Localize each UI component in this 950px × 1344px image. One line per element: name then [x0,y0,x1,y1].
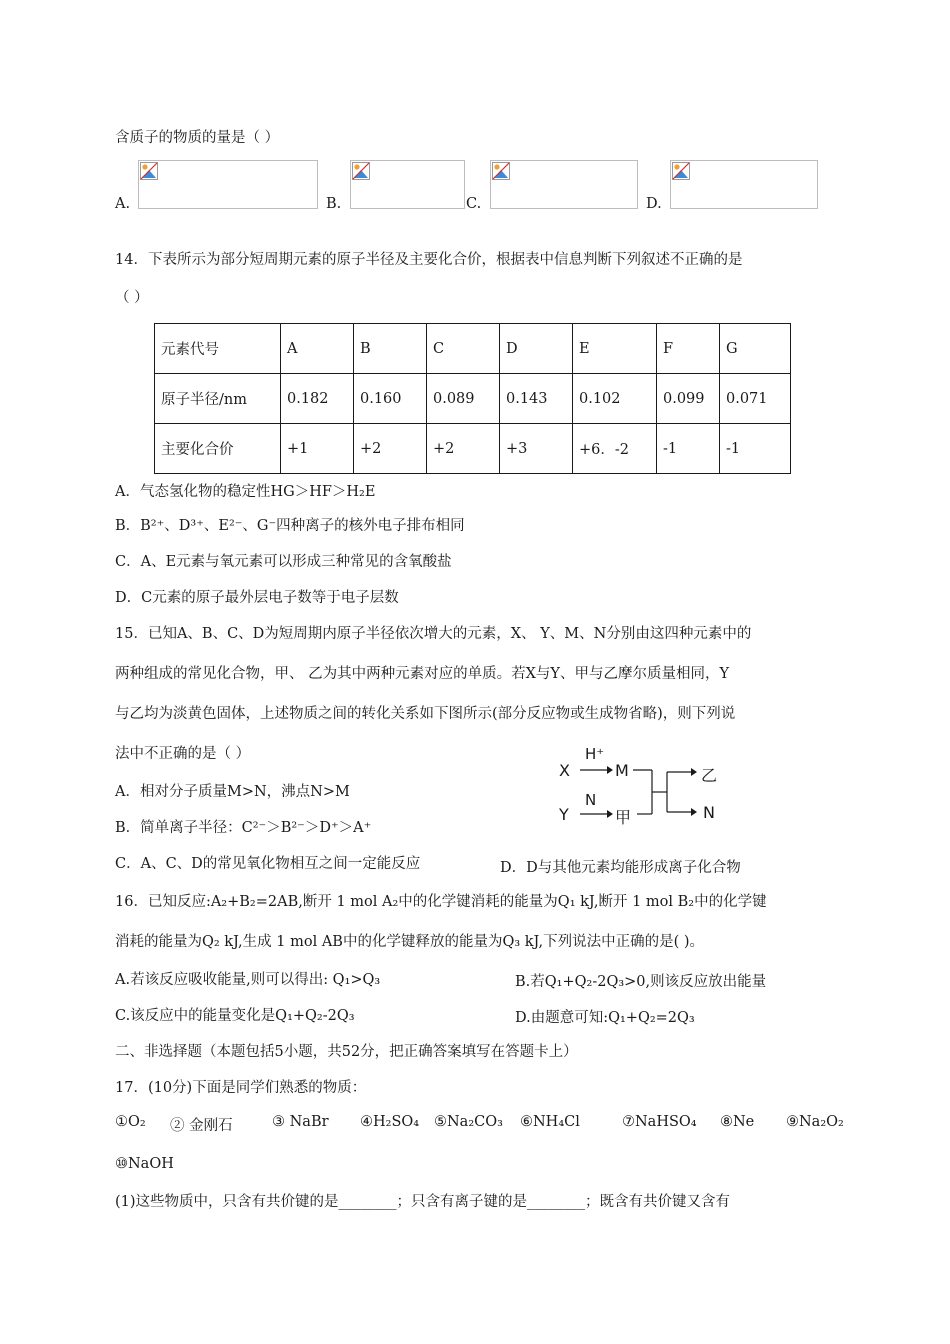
substance-item: ⑨Na₂O₂ [786,1114,844,1130]
diagram-yi: 乙 [701,766,718,785]
substance-item: ② 金刚石 [170,1118,233,1134]
q13-option-c-label: C. [466,196,482,212]
substance-item: ⑤Na₂CO₃ [434,1114,503,1130]
table-cell: C [427,324,500,374]
table-row [155,374,791,424]
table-cell: 0.089 [427,374,500,424]
q15-option-d: D．D与其他元素均能形成离子化合物 [500,860,741,876]
q15-stem-line2: 两种组成的常见化合物，甲、 乙为其中两种元素对应的单质。若X与Y、甲与乙摩尔质量相同，Y [115,666,730,682]
q16-option-b: B.若Q₁+Q₂-2Q₃>0,则该反应放出能量 [515,974,767,990]
row-header: 元素代号 [155,324,281,374]
q13-option-d-image [670,160,818,209]
substance-item: ①O₂ [115,1114,146,1130]
broken-image-icon [492,162,510,180]
table-cell: +3 [500,424,573,474]
broken-image-icon [672,162,690,180]
table-cell: -1 [720,424,791,474]
diagram-y: Y [559,805,569,824]
q15-stem-line1: 15．已知A、B、C、D为短周期内原子半径依次增大的元素，X、 Y、M、N分别由这四种元素中的 [115,626,752,642]
q15-stem-line3: 与乙均为淡黄色固体，上述物质之间的转化关系如下图所示(部分反应物或生成物省略)，则下列说 [115,706,736,722]
table-cell: 0.071 [720,374,791,424]
table-cell: 0.160 [354,374,427,424]
diagram-h-plus: H⁺ [585,745,605,763]
substance-item: ⑩NaOH [115,1156,174,1172]
table-cell: F [657,324,720,374]
q16-stem-line1: 16．已知反应:A₂+B₂=2AB,断开 1 mol A₂中的化学键消耗的能量为Q₁ kJ,断开 1 mol B₂中的化学键 [115,894,767,910]
q13-stem-tail: 含质子的物质的量是（ ） [115,130,280,146]
q14-option-d: D．C元素的原子最外层电子数等于电子层数 [115,590,399,606]
q14-stem: 14．下表所示为部分短周期元素的原子半径及主要化合价，根据表中信息判断下列叙述不正确的是 [115,252,743,268]
q13-option-d-label: D. [646,196,662,212]
q16-option-c: C.该反应中的能量变化是Q₁+Q₂-2Q₃ [115,1008,355,1024]
table-cell: B [354,324,427,374]
table-cell: E [573,324,657,374]
table-cell: +2 [354,424,427,474]
q16-option-d: D.由题意可知:Q₁+Q₂=2Q₃ [515,1010,695,1026]
row-header: 原子半径/nm [155,374,281,424]
table-row [155,324,791,374]
diagram-m: M [615,761,629,780]
q13-option-a-image [138,160,318,209]
q13-option-c-image [490,160,638,209]
q14-option-c: C．A、E元素与氧元素可以形成三种常见的含氧酸盐 [115,554,452,570]
table-cell: +1 [281,424,354,474]
table-cell: G [720,324,791,374]
table-cell: +2 [427,424,500,474]
table-cell: 0.102 [573,374,657,424]
section-heading: 二、非选择题（本题包括5小题，共52分，把正确答案填写在答题卡上） [115,1044,578,1060]
table-row [155,424,791,474]
table-cell: A [281,324,354,374]
q17-stem: 17．(10分)下面是同学们熟悉的物质： [115,1080,367,1096]
substance-item: ④H₂SO₄ [360,1114,420,1130]
reaction-diagram [555,745,755,830]
substance-item: ⑥NH₄Cl [520,1114,580,1130]
q15-option-b: B．简单离子半径：C²⁻＞B²⁻＞D⁺＞A⁺ [115,820,372,836]
q15-option-a: A．相对分子质量M>N，沸点N>M [115,784,350,800]
substance-item: ⑧Ne [720,1114,755,1130]
table-cell: 0.099 [657,374,720,424]
table-cell: -1 [657,424,720,474]
diagram-jia: 甲 [615,808,632,827]
q16-stem-line2: 消耗的能量为Q₂ kJ,生成 1 mol AB中的化学键释放的能量为Q₃ kJ,下列说法中正确的是( )。 [115,934,705,950]
q14-option-a: A．气态氢化物的稳定性HG＞HF＞H₂E [115,484,376,500]
substance-item: ③ NaBr [272,1114,329,1130]
table-cell: +6．-2 [573,424,657,474]
table-cell: 0.143 [500,374,573,424]
diagram-n-out: N [703,803,715,822]
row-header: 主要化合价 [155,424,281,474]
q17-part1: (1)这些物质中，只含有共价键的是________；只含有离子键的是________；既含有共价键又含有 [115,1194,731,1210]
broken-image-icon [352,162,370,180]
element-table [154,323,791,474]
q15-stem-line4: 法中不正确的是（ ） [115,746,251,762]
q13-option-a-label: A. [115,196,131,212]
q14-option-b: B．B²⁺、D³⁺、E²⁻、G⁻四种离子的核外电子排布相同 [115,518,465,534]
broken-image-icon [140,162,158,180]
table-cell: 0.182 [281,374,354,424]
diagram-n-label: N [585,791,597,809]
diagram-x: X [559,761,570,780]
substance-item: ⑦NaHSO₄ [622,1114,697,1130]
q15-option-c: C．A、C、D的常见氧化物相互之间一定能反应 [115,856,421,872]
table-cell: D [500,324,573,374]
q13-option-b-image [350,160,465,209]
q14-paren: （ ） [115,290,149,306]
q13-option-b-label: B. [326,196,342,212]
q16-option-a: A.若该反应吸收能量,则可以得出: Q₁>Q₃ [115,972,381,988]
